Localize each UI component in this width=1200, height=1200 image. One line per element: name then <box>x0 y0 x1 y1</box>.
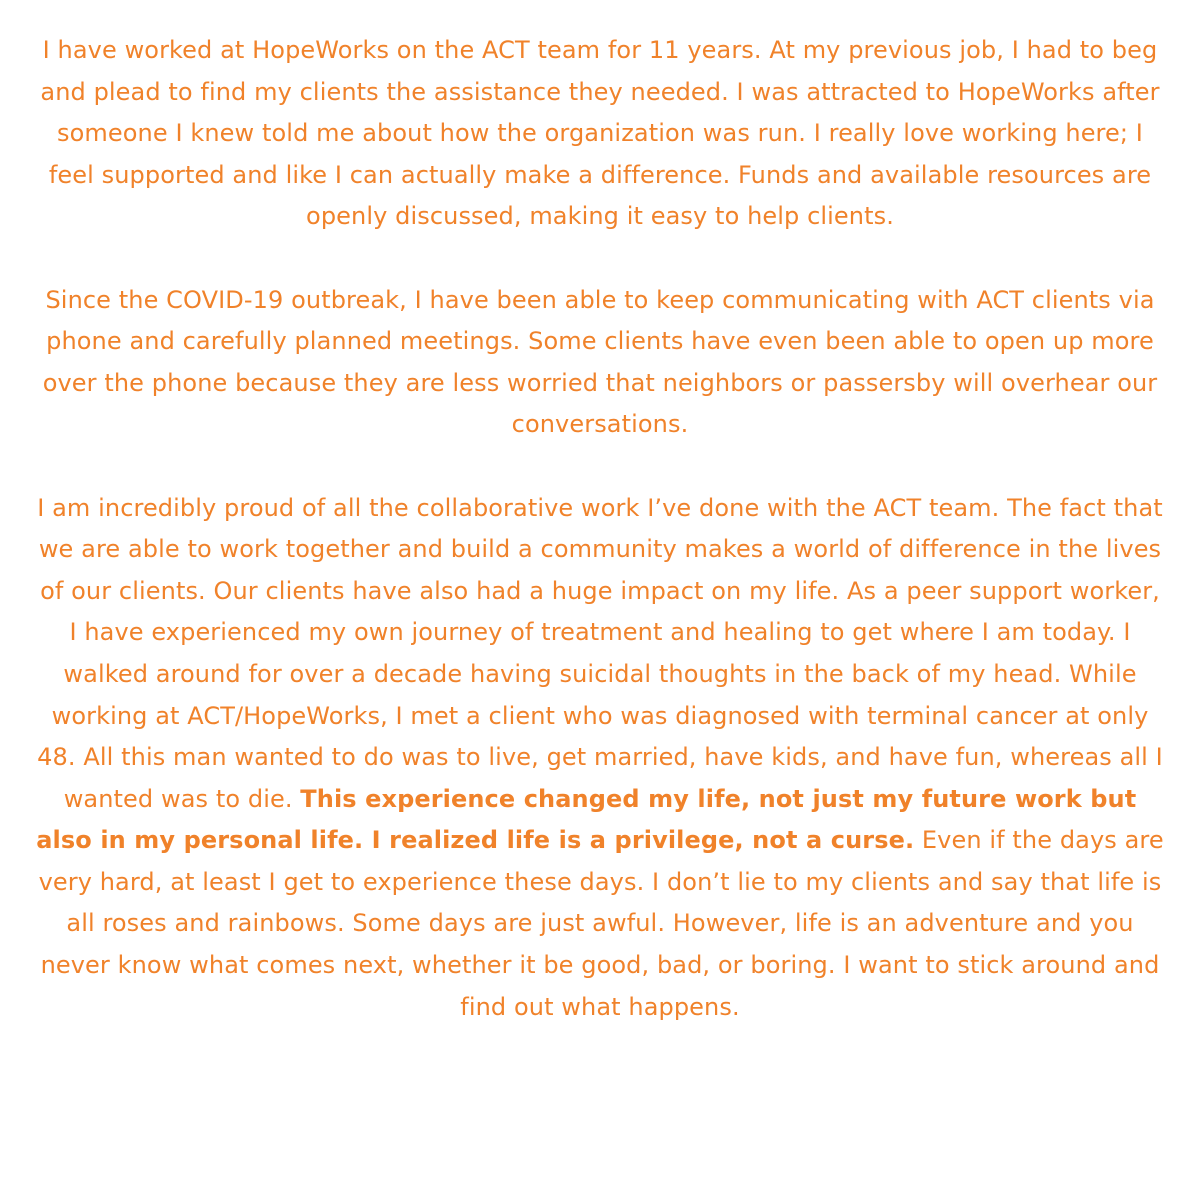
paragraph-story <box>34 488 1166 1029</box>
story-highlight: This experience changed my life, not just my future work but also in my personal life. I realized life is a privilege, not a curse. <box>36 784 1137 855</box>
paragraph-intro: I have worked at HopeWorks on the ACT team for 11 years. At my previous job, I had to beg and plead to find my clients the assistance they needed. I was attracted to HopeWorks after someone I knew told me about how the organization was run. I really love working here; I feel supported and like I can actually make a difference. Funds and available resources are openly discussed, making it easy to help clients. <box>40 36 1160 231</box>
story-text-end: Even if the days are very hard, at least I get to experience these days. I don’t lie to my clients and say that life is all roses and rainbows. Some days are just awful. However, life is an adventure and you never know what comes next, whether it be good, bad, or boring. I want to stick around and find out what happens. <box>38 826 1164 1021</box>
paragraph-covid: Since the COVID-19 outbreak, I have been able to keep communicating with ACT clients via phone and carefully planned meetings. Some clients have even been able to open up more over the phone because they are less worried that neighbors or passersby will overhear our conversations. <box>42 285 1158 439</box>
story-text-start: I am incredibly proud of all the collaborative work I’ve done with the ACT team. The fact that we are able to work together and build a community makes a world of difference in the lives of our clients. Our clients have also had a huge impact on my life. As a peer support worker, I have experienced my own journey of treatment and healing to get where I am today. I walked around for over a decade having suicidal thoughts in the back of my head. While working at ACT/HopeWorks, I met a client who was diagnosed with terminal cancer at only 48. All this man wanted to do was to live, get married, have kids, and have fun, whereas all I wanted was to die. <box>37 493 1163 813</box>
